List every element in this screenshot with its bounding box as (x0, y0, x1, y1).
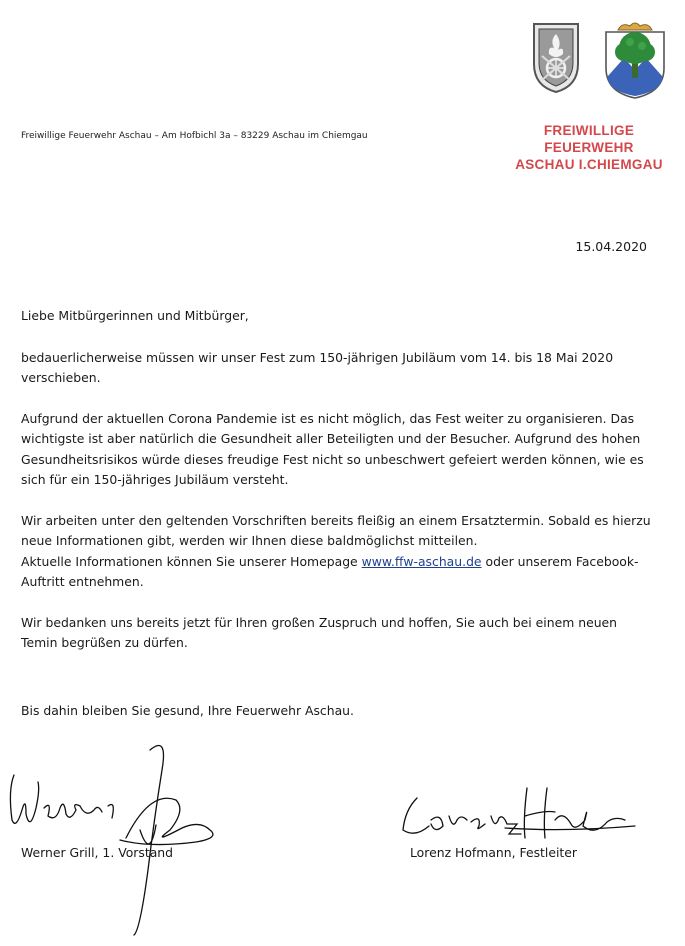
info-text-after: oder unserem Facebook-Auftritt entnehmen. (21, 553, 639, 589)
signature-lorenz-hofmann (395, 780, 645, 850)
stamp-line-1: FREIWILLIGE (543, 123, 635, 138)
info-text-before: Aktuelle Informationen können Sie unserer Homepage (21, 553, 362, 569)
stamp-line-2: FEUERWEHR (544, 140, 634, 155)
organization-stamp (500, 122, 678, 173)
sender-address: Freiwillige Feuerwehr Aschau – Am Hofbichl 3a – 83229 Aschau im Chiemgau (21, 131, 368, 141)
letter-date: 15.04.2020 (575, 239, 647, 254)
stamp-line-3: ASCHAU I.CHIEMGAU (515, 157, 663, 172)
paragraph-postponement: bedauerlicherweise müssen wir unser Fest zum 150-jährigen Jubiläum vom 14. bis 18 Mai 2020 verschieben. (21, 349, 614, 385)
signer-werner-grill: Werner Grill, 1. Vorstand (21, 845, 174, 860)
paragraph-thanks: Wir bedanken uns bereits jetzt für Ihren großen Zuspruch und hoffen, Sie auch bei einem neuen Temin begrüßen zu dürfen. (21, 614, 618, 650)
paragraph-replacement-date: Wir arbeiten unter den geltenden Vorschriften bereits fleißig an einem Ersatztermin. Sobald es hierzu neue Informationen gibt, werden wir Ihnen diese baldmöglichst mitteilen. (21, 512, 651, 548)
homepage-link[interactable]: www.ffw-aschau.de (361, 553, 482, 569)
closing-line: Bis dahin bleiben Sie gesund, Ihre Feuerwehr Aschau. (21, 703, 354, 718)
signer-lorenz-hofmann: Lorenz Hofmann, Festleiter (410, 845, 577, 860)
paragraph-reason: Aufgrund der aktuellen Corona Pandemie ist es nicht möglich, das Fest weiter zu organisieren. Das wichtigste ist aber natürlich die Gesundheit aller Beteiligten und der Besucher. Aufgrund des hohen Gesundheitsrisikos würde dieses freudige Fest nicht so unbeschwert gefeiert werden können, wie es sich für ein 150-jähriges Jubiläum versteht. (21, 410, 644, 487)
fire-brigade-crest-icon (530, 20, 582, 95)
salutation: Liebe Mitbürgerinnen und Mitbürger, (21, 308, 249, 323)
letter-body (21, 306, 656, 654)
paragraph-information (21, 552, 656, 593)
town-coat-of-arms-icon (600, 20, 670, 100)
signature-werner-grill (0, 730, 240, 940)
